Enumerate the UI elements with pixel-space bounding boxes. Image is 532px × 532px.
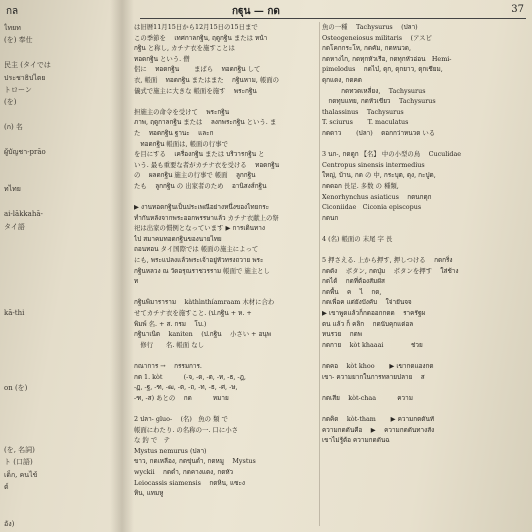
text-line: 3 นก-, กดดูก 【名】 中の小型の鳥 Cuculidae xyxy=(322,150,462,159)
text-line: กดดาว (ปลา) ดอกกว่าหนวด いる xyxy=(322,128,436,137)
text-line: Ciconiidae Ciconia episcopus xyxy=(322,203,422,212)
text-line xyxy=(4,134,108,146)
text-line xyxy=(322,382,528,393)
text-line xyxy=(4,245,108,257)
text-line xyxy=(4,357,108,369)
text-line xyxy=(322,350,528,361)
text-line: Xenorhynchus asiaticus กดนกดุก xyxy=(322,192,432,201)
text-line: เขาไม่รู้ต้อ ความกดดันฉ xyxy=(322,436,390,445)
text-line: ตน แล้ว ก็ คลิก กดนับคุกแต่อล xyxy=(322,319,414,328)
text-line: ผู้บัญชา-prāo xyxy=(4,148,46,157)
text-line: กฐินาเนิด kaniten (ป.กฐิน 小さい + อนุพ xyxy=(134,330,271,339)
right-column xyxy=(322,22,528,528)
text-line xyxy=(4,419,108,431)
text-line: ai-lākkahā- xyxy=(4,210,43,219)
text-line: กฐิน と称し, カチナ衣を施すことは xyxy=(134,44,235,53)
text-line xyxy=(4,369,108,381)
text-line: กดดัง ボタン, กดปุ่ม ボタンを押す ใส่ช้าง xyxy=(322,266,459,275)
text-line: ประชาธิปไตย xyxy=(4,73,46,82)
text-line: (ก) 名 xyxy=(4,123,23,132)
text-line xyxy=(134,287,316,298)
text-line: 帳面にわたり. の名称の一. 口に小さ xyxy=(134,425,238,434)
text-line xyxy=(4,270,108,282)
text-line: on (を) xyxy=(4,383,28,392)
text-line xyxy=(4,158,108,170)
text-line: Osteogeneiosus militaris (アスピ xyxy=(322,33,432,42)
text-line: -ฑ, -ส) あとの กด หมาย xyxy=(134,393,229,402)
text-line: 祀は出家の慣例となっています ▶ การเดินทาง xyxy=(134,224,265,233)
text-line xyxy=(4,320,108,332)
text-line xyxy=(4,506,108,518)
text-line xyxy=(4,171,108,183)
text-line xyxy=(4,196,108,208)
text-line: な 釣 で テ xyxy=(134,436,171,445)
text-line: ไป สมาคมทอดกฐินของนายไทย xyxy=(134,234,222,243)
text-line: T. sciurus T. maculatus xyxy=(322,118,409,127)
text-line: は旧暦11月15日から12月15日の15日まで xyxy=(134,23,258,31)
text-line: いう. 最も重要な者がカチナ衣を受ける ทอดกฐิน xyxy=(134,160,280,169)
text-line xyxy=(322,403,528,414)
text-line: กดคอ kòt khoo ▶ เขากดแองกด xyxy=(322,362,434,370)
text-line: ท xyxy=(134,277,139,286)
text-line: กดทุบแทย, กดหัวเขียว Tachysurus xyxy=(322,97,436,106)
text-line: 修行 名. 帳面 なし xyxy=(134,340,204,349)
text-line xyxy=(4,431,108,443)
text-line: กฐินหลวง ณ วัดอรุณราชวรราม 帳面で 施主とし xyxy=(134,266,270,275)
text-line: เด็ก, คนไข้ xyxy=(4,470,38,479)
text-line: ความกดดันคือ ▶ ความกดดันทางสัง xyxy=(322,425,435,434)
text-line xyxy=(4,233,108,245)
text-line: กดทวดเหลี่ยง, Tachysurus xyxy=(322,86,426,95)
text-line xyxy=(4,283,108,295)
text-line: pimelodus กดไบ๋, ดุก, ดุกยาว, ดุกเชียม, xyxy=(322,65,443,74)
text-line: 衣, 帳面 ทอดกฐิน またはまた กฐินหาม, 帳面の xyxy=(134,75,280,84)
text-line: せてカチナ衣を施すこと. (ป.กฐิน + ห. + xyxy=(134,309,252,318)
text-line: กดกาย kòt khaaai ช่วย xyxy=(322,340,423,349)
text-line: Leiocassis siamensis กดหิน, แซะง xyxy=(134,478,246,487)
text-line: ไทยท xyxy=(4,24,21,32)
text-line: の ผลดกฐิน 施主の行事で 帳面 ลูกกฐิน xyxy=(134,171,256,180)
text-line: ใหญ่, บ้าน, กด の 中, กระบุต, ดุง, กะปูด, xyxy=(322,171,436,180)
text-line: kā-thi xyxy=(4,309,25,318)
text-line: wyckii กดดำ, กดคางแดง, กดหัว xyxy=(134,467,234,476)
text-line: 侶に ทอดกฐิน まばら ทอดกฐิน して xyxy=(134,65,261,74)
text-line xyxy=(4,332,108,344)
text-line: -ฏ, -ฐ, -ฑ, -ฒ, -ต, -ถ, -ท, -ธ, -ศ, -ษ, xyxy=(134,383,238,392)
text-line: Centropus sinensis intermedius xyxy=(322,160,425,169)
text-line: た ทอดกฐิน ฐานะ และก xyxy=(134,128,214,137)
text-line xyxy=(4,47,108,59)
text-line: (を) 奉仕 xyxy=(4,36,33,45)
text-line: กดคิด kòt-tham ▶ ความกดดันทั xyxy=(322,414,435,423)
middle-column xyxy=(134,22,316,528)
text-line: กดนก xyxy=(322,213,339,222)
text-line: กดเพื่อค แต่ยังบังคับ ใจ่ายันจจ xyxy=(322,298,412,307)
text-line: Mystus nemurus (ปลา) xyxy=(134,446,207,455)
text-line xyxy=(322,223,528,234)
text-line: อัง) xyxy=(4,520,15,528)
book-gutter-shadow xyxy=(110,0,134,532)
text-line: たも ลูกกฐิน の 出家者のため อานิสงส์กฐิน xyxy=(134,181,267,190)
text-line: ขาว, กดเหลือง, กดขุ่นดำ, กดหมู Mystus xyxy=(134,457,256,466)
header-left-fragment: กล xyxy=(6,6,19,17)
text-line: ทอดกฐิน 帳面は, 帳面の行事で xyxy=(134,139,228,148)
text-line: กดเสีย kòt-chaa ความ xyxy=(322,393,413,402)
text-line xyxy=(322,244,528,255)
text-line: ภาพ, ฤดูกาลกฐิน または ลงกพระกฐิน という. ま xyxy=(134,118,277,127)
column-divider xyxy=(319,22,320,526)
text-line: ถอนทอน タイ国際では 帳面の施主によって xyxy=(134,245,259,254)
text-line: (を) xyxy=(4,98,17,107)
text-line: この季節を เทศกาลกฐิน, ฤดูกฐิน または หน้า xyxy=(134,33,268,42)
text-line: 4 (名) 帳面の 末尾 字 長 xyxy=(322,234,393,243)
text-line: กด 1. kòt (-จ, -ด, -ต, -ท, -ธ, -ฎ, xyxy=(134,372,246,381)
text-line: ▶ งานทอดกฐินเป็นประเพณีอย่างหนึ่งของไทยกระ xyxy=(134,203,270,212)
text-line: 魚の一種 Tachysurus (ปลา) xyxy=(322,23,418,31)
text-line: หนรวย กดพ xyxy=(322,330,363,339)
running-head: กฐุน — กด xyxy=(232,6,280,17)
text-line: กดดอก 長足. 多数 の 種類, xyxy=(322,181,399,190)
text-line: ทไทย xyxy=(4,185,21,194)
text-line: ดุกแดง, กดคต xyxy=(322,75,362,84)
text-line: กดหางไก, กดทุกหัวเรือ, กดทุกหัวอ่อน Hemi- xyxy=(322,54,452,63)
text-line xyxy=(322,139,528,150)
text-line: トローン xyxy=(4,86,32,95)
text-line: กดโคกกระโห, กดคัม, กดหนวด, xyxy=(322,44,411,53)
text-line xyxy=(134,403,316,414)
text-line: にも, พระแปลงแล้วพระเจ้าอยู่หัวทรงถวาย พระ xyxy=(134,256,264,265)
text-line xyxy=(4,345,108,357)
text-line: 儀式で施主に大きな 帳面を施す พระกฐิน xyxy=(134,86,257,95)
text-line: 民主 (タイでは xyxy=(4,61,51,70)
text-line: กฐินพิมาราราม kàthìnthíamraam 木材に合わ xyxy=(134,298,275,307)
text-line: 2 ปลา- gluo- (名) 魚の 類 で xyxy=(134,414,228,423)
text-line: ト (口語) xyxy=(4,458,33,467)
text-line xyxy=(134,192,316,203)
text-line xyxy=(4,394,108,406)
text-line: タイ語 xyxy=(4,222,25,231)
text-line: ▶ เขาพูดแล้วก็กดออกกดด ราครัฐผ xyxy=(322,309,426,318)
text-line xyxy=(4,407,108,419)
text-line: ต์ xyxy=(4,483,9,492)
text-line: พิมพ์ 名. + ส. กรม โบ.) xyxy=(134,319,207,328)
header-rule xyxy=(140,18,526,19)
page-header xyxy=(0,2,532,18)
text-line: 担施主の命令を受けて พระกฐิน xyxy=(134,107,230,116)
text-line: ทำกันหลังจากพระออกพรรษาแล้ว カチナ衣献上の祭 xyxy=(134,213,279,222)
text-line: ทอดกฐิน という. 僧 xyxy=(134,54,190,63)
page-number: 37 xyxy=(511,4,524,15)
text-line xyxy=(4,109,108,121)
text-line: 5 押さえる. 上から押す, 押しつける กดกริ่ง xyxy=(322,256,453,265)
text-line: กณาการ → กรรมการ. xyxy=(134,362,202,370)
text-line: thalassinus Tachysurus xyxy=(322,107,404,116)
text-line: หิน, แทมหู xyxy=(134,489,164,498)
text-line: เขา- ความยากในการทลายปลาย ส xyxy=(322,372,425,381)
left-page-column xyxy=(4,22,108,528)
text-line: を目にする เครื่องกฐิน または บริวารกฐิน と xyxy=(134,150,265,159)
text-line: (を, 名詞) xyxy=(4,445,35,454)
text-line: กดพื้น ค ไ กด, xyxy=(322,287,382,296)
text-line xyxy=(4,493,108,505)
text-line: กดได้ กดที่ต้องสัมผัส xyxy=(322,277,385,286)
text-line xyxy=(4,258,108,270)
text-line xyxy=(134,96,316,107)
text-line xyxy=(134,350,316,361)
text-line xyxy=(4,295,108,307)
